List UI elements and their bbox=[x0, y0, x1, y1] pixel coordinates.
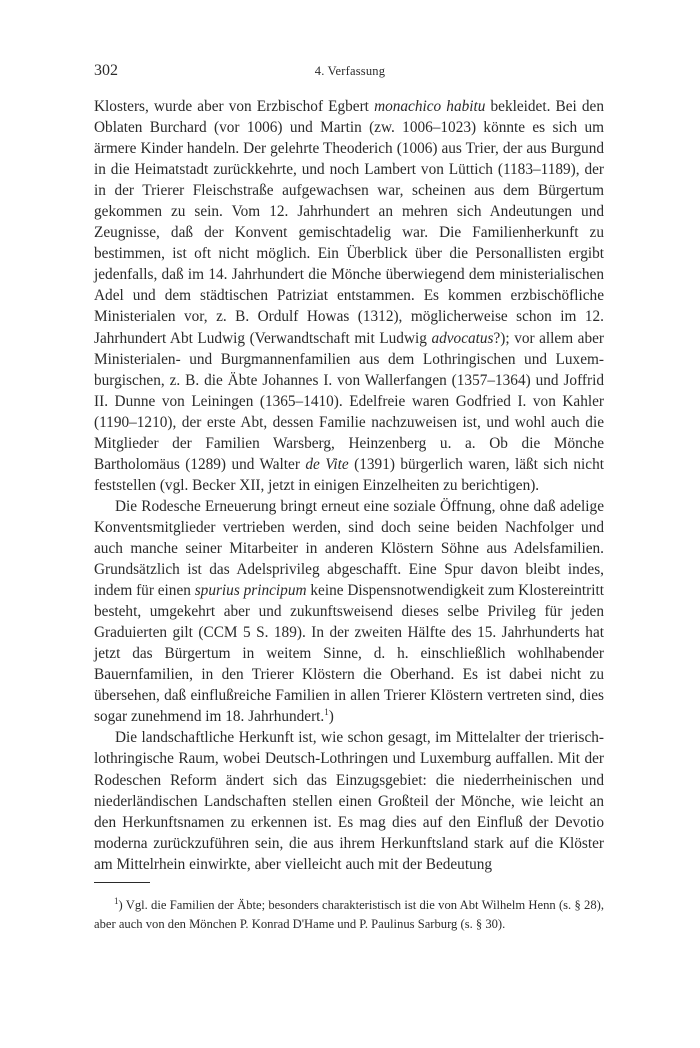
italic-term: spurius principum bbox=[194, 582, 307, 600]
footnote-reference: 1 bbox=[324, 707, 329, 718]
paragraph-2 bbox=[94, 496, 604, 728]
text-span: ) bbox=[328, 708, 334, 726]
italic-term: de Vite bbox=[305, 455, 349, 473]
running-head: 4. Verfassung bbox=[314, 64, 386, 78]
text-span: Klosters, wurde aber von Erzbischof Egbert bbox=[94, 98, 375, 115]
footnote-rule bbox=[94, 882, 150, 883]
text-span: Die landschaftliche Herkunft ist, wie schon gesagt, im Mittelalter der trierisch-lothringische Raum, wobei Deutsch-Lothringen und Luxemburg auffallen. Mit der Rodeschen Reform ändert sich das Einzugsgebiet: die niederrheinischen und niederländischen Landschaften stellen einen Großteil der Mönche, wie leicht an den Herkunftsnamen zu erkennen ist. Es mag dies auf den Einfluß der Devotio moderna zurückzuführen sein, die aus ihrem Herkunftsland stark auf die Klöster am Mittelrhein einwirkte, aber vielleicht auch mit der Bedeutung bbox=[94, 729, 604, 873]
text-span: keine Dispensnotwendigkeit zum Klostereintritt besteht, umgekehrt aber und zukunftsweisend dieses selbe Privileg für jeden Graduierten gilt (CCM 5 S. 189). In der zweiten Hälfte des 15. Jahrhunderts hat jetzt das Bürgertum in weitem Sinne, d. h. einschließlich wohlhabender Bauernfamilien, in den Trierer Klöstern die Oberhand. Es ist dabei nicht zu übersehen, daß einflußreiche Familien in allen Trierer Klöstern vertreten sind, dies sogar zunehmend im 18. Jahrhundert. bbox=[94, 582, 604, 726]
paragraph-1 bbox=[94, 96, 604, 496]
footnote-text: ) Vgl. die Familien der Äbte; besonders charakteristisch ist die von Abt Wilhelm Henn (s. § 28), aber auch von den Mönchen P. Konrad D'Hame und P. Paulinus Sarburg (s. § 30). bbox=[94, 898, 604, 931]
page-number: 302 bbox=[94, 62, 118, 79]
italic-term: monachico habitu bbox=[374, 98, 486, 115]
text-span: Die Rodesche Erneuerung bringt erneut eine soziale Öffnung, ohne daß adelige Konventsmitglieder vertrieben werden, sind doch seine beiden Nachfolger und auch manche seiner Mitarbeiter in anderen Klöstern Söhne aus Adelsfamilien. Grundsätzlich ist das Adelsprivileg abgeschafft. Eine Spur davon bleibt indes, indem für einen bbox=[94, 497, 604, 600]
italic-term: advocatus bbox=[431, 329, 494, 347]
main-text bbox=[94, 96, 604, 875]
text-span: bekleidet. Bei den Oblaten Burchard (vor 1006) und Martin (zw. 1006–1023) könnte es sich um ärmere Kinder handeln. Der gelehrte Theoderich (1006) aus Trier, der aus Burgund in die Heimatstadt zurückkehrte, und noch Lambert von Lüttich (1183–1189), der in der Trierer Fleischstraße aufgewachsen war, scheinen aus dem Bürgertum gekommen zu sein. Vom 12. Jahrhundert an mehren sich Andeutungen und Zeugnisse, daß der Konvent gemischtadelig war. Die Familienherkunft zu bestimmen, ist oft nicht möglich. Ein Überblick über die Personallisten ergibt jedenfalls, daß im 14. Jahrhundert die Mönche überwiegend dem ministerialischen Adel und dem städtischen Patriziat entstammen. Es kommen erzbischöfliche Ministerialen vor, z. B. Ordulf Howas (1312), möglicherweise schon im 12. Jahrhundert Abt Ludwig (Verwandtschaft mit Ludwig bbox=[94, 98, 604, 347]
paragraph-3 bbox=[94, 727, 604, 874]
footnote bbox=[94, 896, 604, 934]
text-span: ?); vor allem aber Ministerialen- und Burgmannenfamilien aus dem Lothringischen und Luxemburgischen, z. B. die Äbte Johannes I. von Wallerfangen (1357–1364) und Joffrid II. Dunne von Leiningen (1365–1410). Edelfreie waren Godfried I. von Kahler (1190–1210), der erste Abt, dessen Familie nachzuweisen ist, und wohl auch die Mitglieder der Familien Warsberg, Heinzenberg u. a. Ob die Mönche Bartholomäus (1289) und Walter bbox=[94, 329, 604, 473]
footnote-marker: 1 bbox=[114, 895, 119, 906]
text-span: (1391) bürgerlich waren, läßt sich nicht feststellen (vgl. Becker XII, jetzt in einigen Einzelheiten zu berichtigen). bbox=[94, 455, 604, 494]
